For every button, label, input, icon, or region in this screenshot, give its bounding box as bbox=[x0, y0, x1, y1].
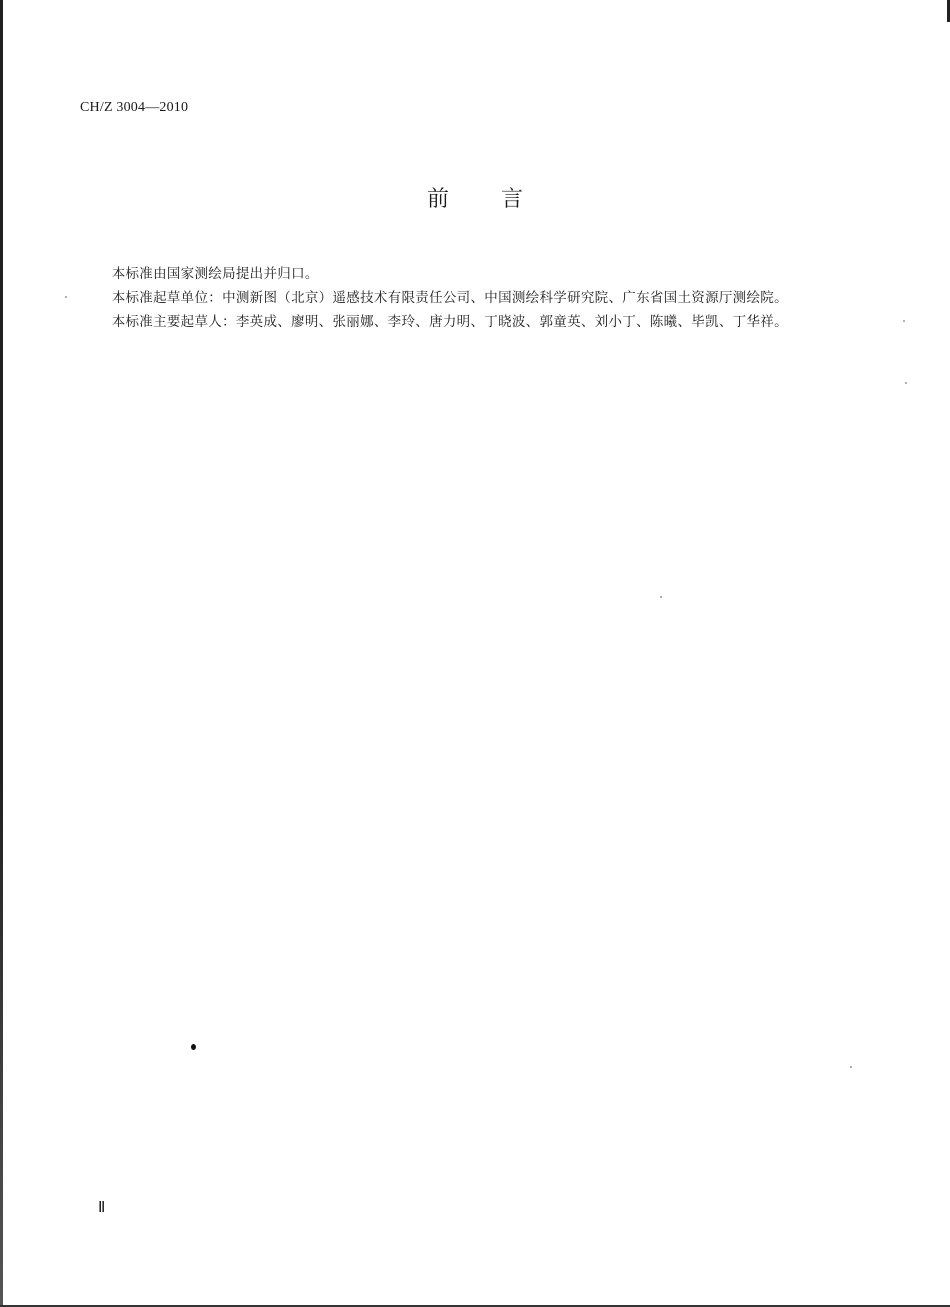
paragraph-drafting-units: 本标准起草单位：中测新图（北京）遥感技术有限责任公司、中国测绘科学研究院、广东省国土资源厅测绘院。 bbox=[111, 290, 788, 306]
preface-body bbox=[82, 262, 812, 334]
page-number: Ⅱ bbox=[98, 1200, 106, 1216]
scan-speck bbox=[905, 382, 907, 384]
scan-speck bbox=[660, 596, 662, 598]
page-title: 前言 bbox=[426, 187, 575, 212]
scan-speck bbox=[65, 296, 67, 298]
standard-code: CH/Z 3004—2010 bbox=[80, 100, 189, 115]
scan-dot bbox=[191, 1044, 196, 1050]
paragraph-proposer: 本标准由国家测绘局提出并归口。 bbox=[111, 266, 319, 282]
paragraph-drafters: 本标准主要起草人：李英成、廖明、张丽娜、李玲、唐力明、丁晓波、郭童英、刘小丁、陈曦、毕凯、丁华祥。 bbox=[111, 314, 788, 330]
scan-speck bbox=[850, 1066, 852, 1068]
scan-speck bbox=[903, 320, 905, 322]
